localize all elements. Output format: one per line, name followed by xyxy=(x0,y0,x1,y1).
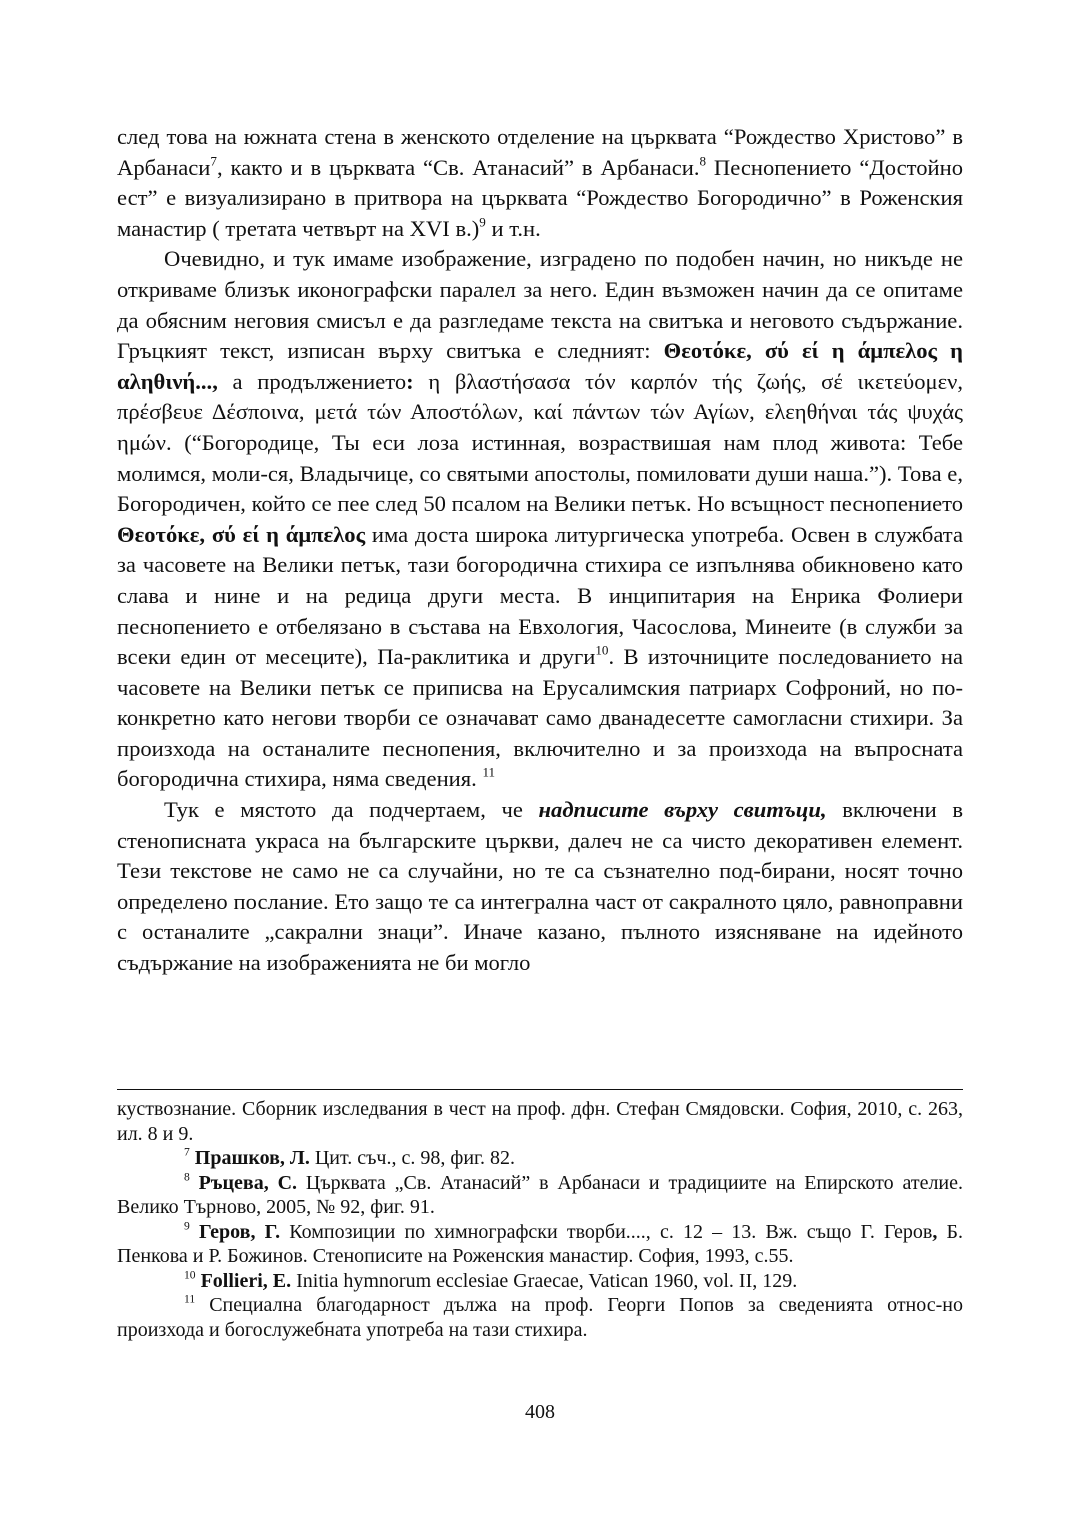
paragraph-2 xyxy=(117,244,963,795)
footnote-number: 8 xyxy=(184,1170,190,1184)
footnote-text: Църквата „Св. Атанасий” в Арбанаси и традициите на Епирското ателие. Велико Търново, 2005, № 92, фиг. 91. xyxy=(117,1171,964,1218)
page-number: 408 xyxy=(525,1401,555,1423)
text-run: η βλαστήσασα τόν καρπόν τής ζωής, σέ ικετεύομεν, πρέσβευε Δέσποινα, μετά τών Αποστόλων, καί πάντων τών Αγίων, ελεηθήναι τάς ψυχάς ημών. (“Богородице, Ты еси лоза истинная, возраствишая нам плод живота: Тебе молимся, моли-ся, Владычице, со святыми апостолы, помиловати души наша.”). Това е, Богородичен, който се пее след 50 псалом на Велики петък. Но всъщност песнопението xyxy=(117,368,963,517)
footnote-continuation: куствознание. Сборник изследвания в чест на проф. дфн. Стефан Смядовски. София, 2010, с. 263, ил. 8 и 9. xyxy=(117,1098,963,1145)
text-run: , както и в църквата “Св. Атанасий” в Арбанаси. xyxy=(216,154,700,180)
footnote-7 xyxy=(117,1146,963,1171)
footnote-text: Цит. съч., с. 98, фиг. 82. xyxy=(309,1147,515,1169)
footnote-11 xyxy=(117,1293,963,1342)
footnote-author: Ръцева, С. xyxy=(198,1171,298,1194)
footnote-ref-7: 7 xyxy=(210,153,217,169)
text-run: включени в стенописната украса на българските църкви, далеч не са чисто декоративен елемент. Тези текстове не само не са случайни, но те са съзнателно под-бирани, носят точно определено послание. Ето защо те са интегрална част от сакралното цяло, равноправни с останалите „сакрални знаци”. Иначе казано, пълното изясняване на идейното съдържание на изображенията не би могло xyxy=(117,797,963,976)
footnotes xyxy=(117,1097,963,1342)
greek-incipit-bold: Θεοτόκε, σύ εί η άμπελος xyxy=(117,521,366,547)
footnote-8 xyxy=(117,1171,963,1220)
text-run: . В източниците последованието на часовете на Велики петък се приписва на Ерусалимския патриарх Софроний, но по-конкретно като негови творби се означават само дванадесетте самогласни стихири. За произхода на останалите песнопения, включително и за произхода на въпросната богородична стихира, няма сведения. xyxy=(117,644,963,792)
greek-incipit-bold: Θεοτόκε, σύ εί η άμπελος η αληθινή..., xyxy=(117,338,963,394)
text-run: и т.н. xyxy=(485,215,541,241)
footnote-separator xyxy=(117,1089,963,1090)
text-run: Очевидно, и тук имаме изображение, изградено по подобен начин, но никъде не откриваме близък иконографски паралел за него. Един възможен начин да се опитаме да обясним неговия смисъл е да разгледаме текста на свитъка и неговото съдържание. Гръцкият текст, изписан върху свитъка е следният: xyxy=(117,246,963,364)
footnote-text: Б. Пенкова и Р. Божинов. Стенописите на Роженския манастир. София, 1993, с.55. xyxy=(117,1220,963,1267)
footnote-ref-8: 8 xyxy=(699,153,707,169)
text-run: след това на южната стена в женското отделение на църквата “Рождество Христово” в Арбанаси xyxy=(117,124,963,180)
paragraph-1 xyxy=(117,122,963,244)
footnote-text: Initia hymnorum ecclesiae Graecae, Vatican 1960, vol. II, 129. xyxy=(291,1269,798,1292)
footnote-number: 9 xyxy=(184,1219,190,1233)
footnote-author: Геров, Г. xyxy=(198,1220,281,1243)
text-run: а продължението xyxy=(217,368,407,394)
footnote-9 xyxy=(117,1220,963,1269)
footnote-text: Композиции по химнографски творби...., с. 12 – 13. Вж. също Г. Геров xyxy=(280,1220,933,1243)
main-text xyxy=(117,122,963,979)
footnote-author: Follieri, E. xyxy=(200,1269,292,1292)
footnote-number: 7 xyxy=(184,1145,190,1159)
footnote-number: 11 xyxy=(184,1292,196,1306)
text-run: има доста широка литургическа употреба. Освен в службата за часовете на Велики петък, тази богородична стихира се изпълнява обикновено като слава и нине и на редица други места. В инципитария на Енрика Фолиери песнопението е отбелязано в състава на Евхология, Часослова, Минеите (в служби за всеки един от месеците), Па-раклитика и други xyxy=(117,521,963,670)
bold-comma: , xyxy=(932,1220,938,1243)
bold-colon: : xyxy=(406,368,414,394)
text-run: Песнопението “Достойно ест” е визуализирано в притвора на църквата “Рождество Богородично” в Роженския манастир ( третата четвърт на XVI в.) xyxy=(117,154,963,241)
footnote-ref-9: 9 xyxy=(479,214,486,230)
footnote-number: 10 xyxy=(184,1268,196,1282)
footnote-10 xyxy=(117,1269,963,1294)
footnote-author: Прашков, Л. xyxy=(194,1147,310,1169)
footnote-ref-10: 10 xyxy=(595,642,609,658)
footnote-text: Специална благодарност дължа на проф. Георги Попов за сведенията относ-но произхода и богослужебната употреба на тази стихира. xyxy=(117,1294,963,1341)
text-run: Тук е мястото да подчертаем, че xyxy=(164,797,539,823)
footnote-ref-11: 11 xyxy=(482,765,496,781)
emphasis-bold-italic: надписите върху свитъци, xyxy=(538,797,827,823)
paragraph-3 xyxy=(117,795,963,979)
